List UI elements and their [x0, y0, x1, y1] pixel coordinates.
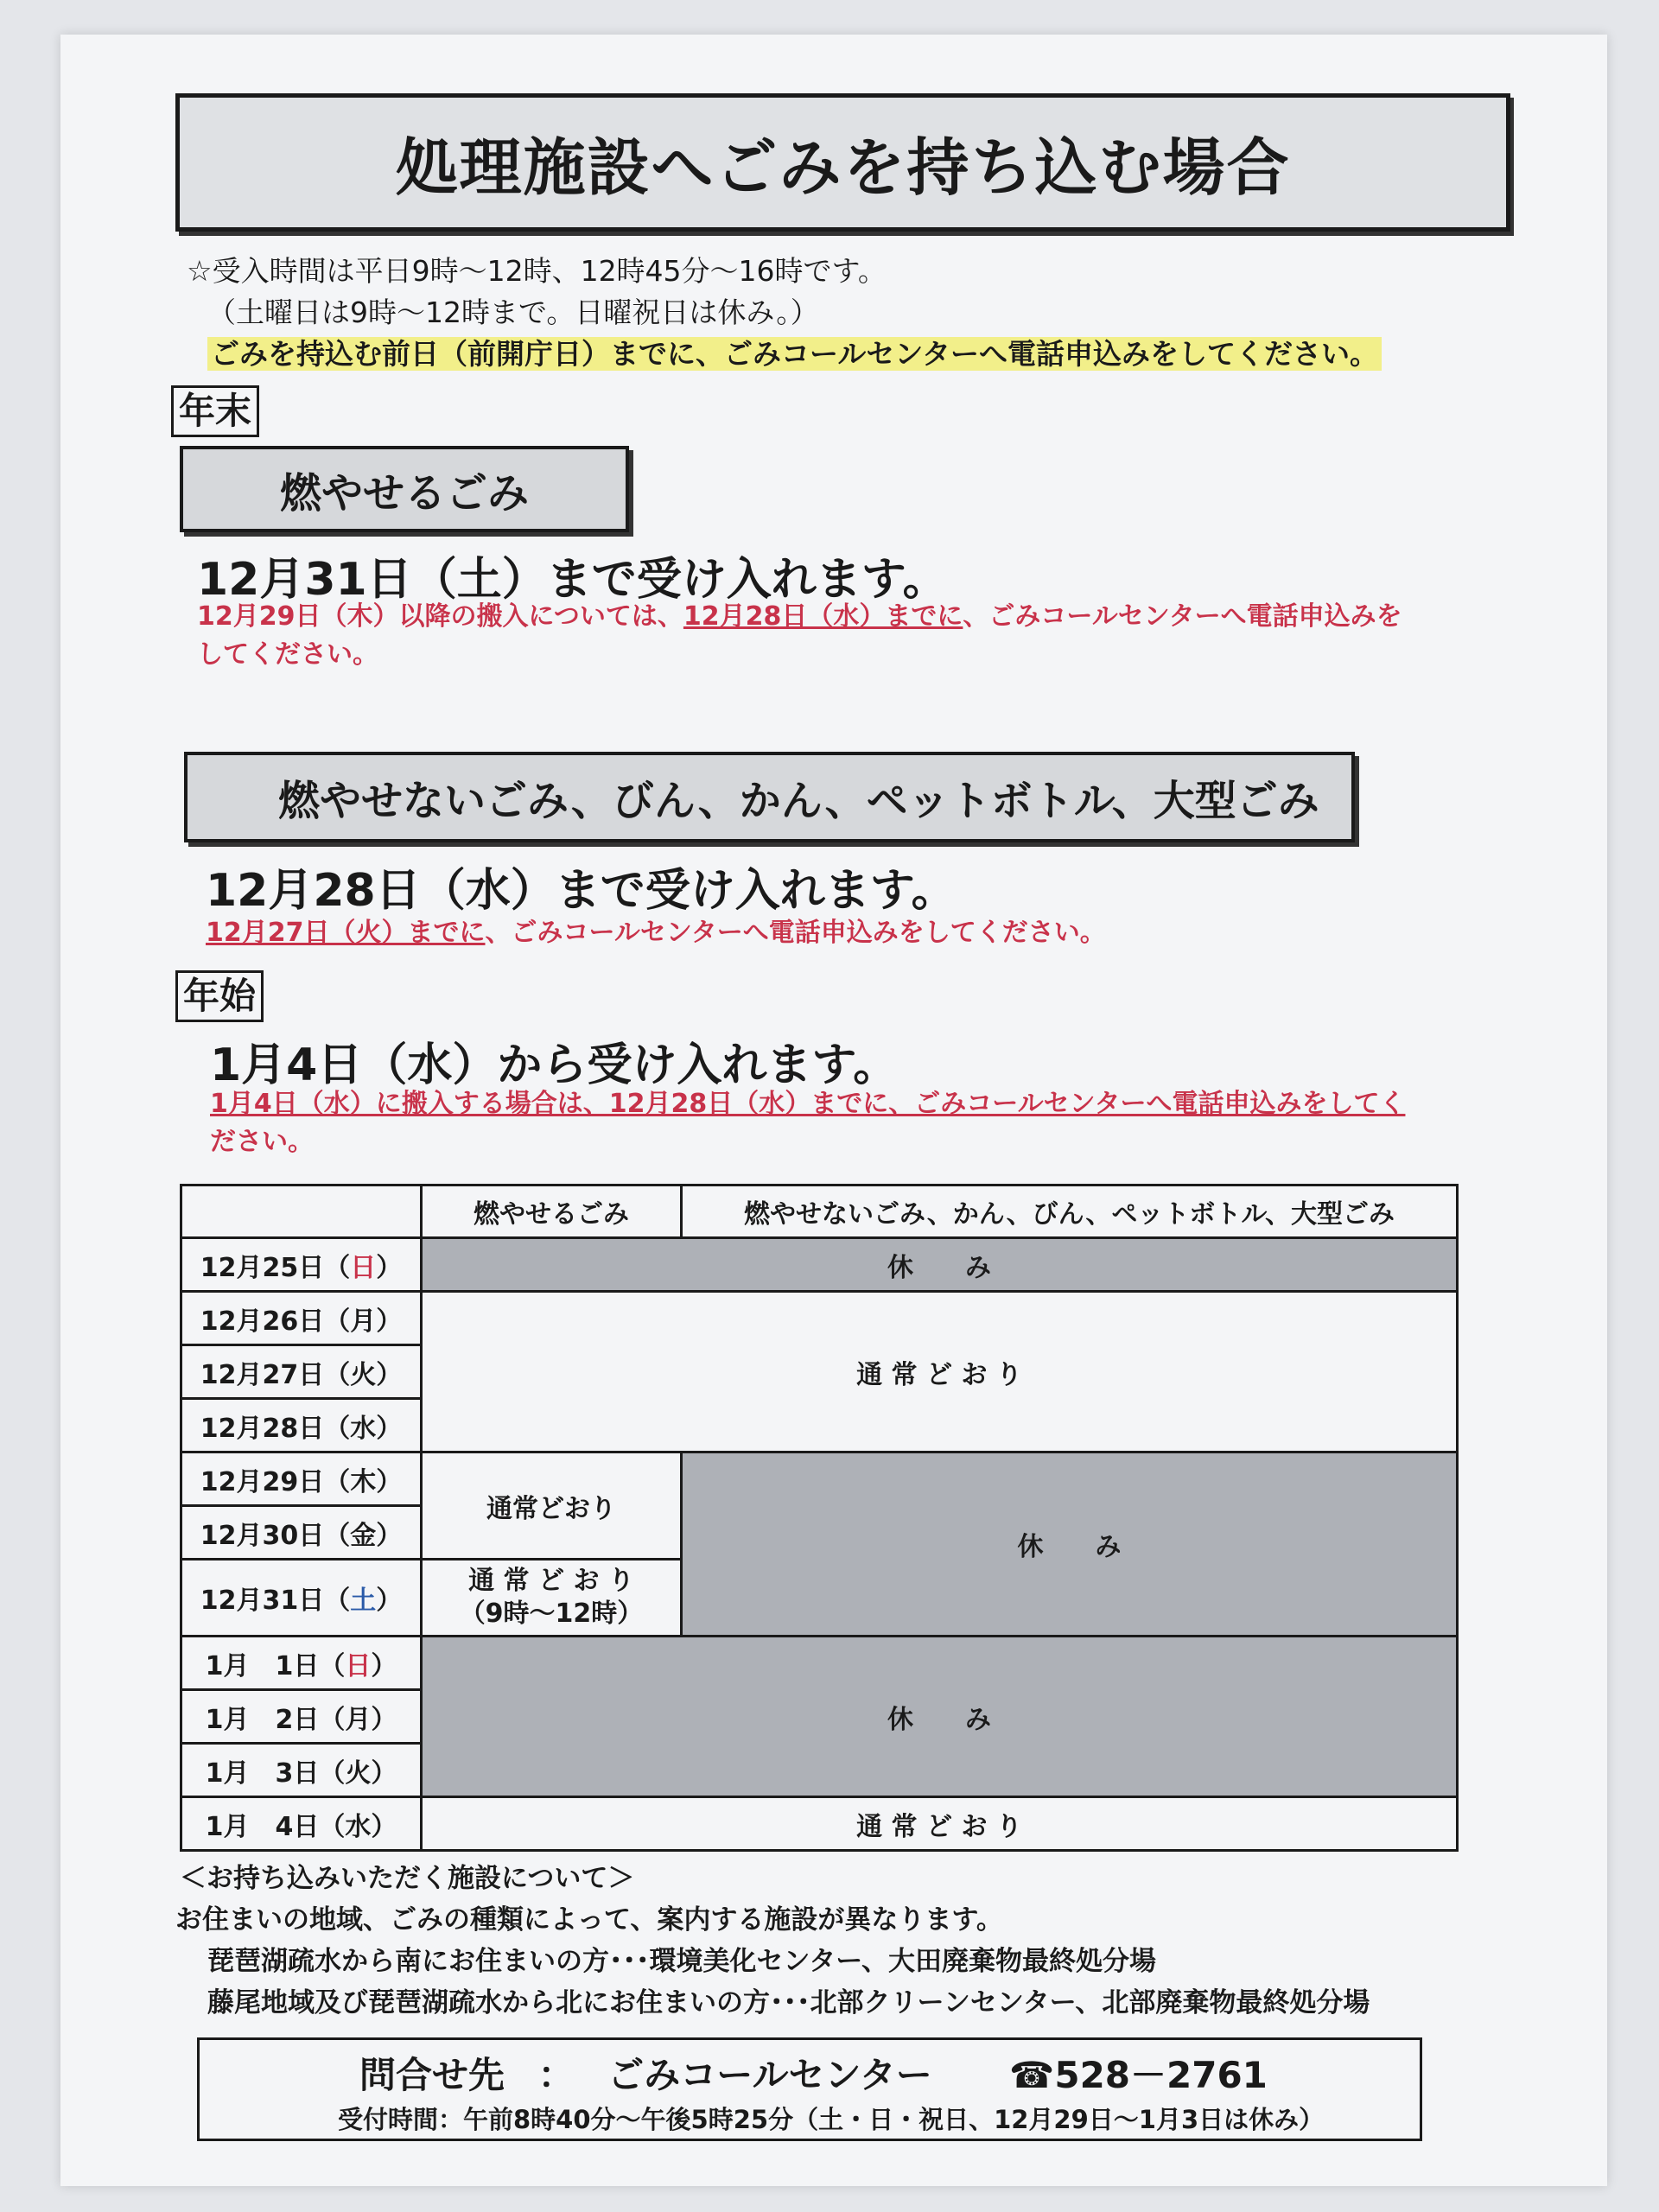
telephone-icon: ☎ [1009, 2054, 1055, 2096]
table-row [181, 1637, 1458, 1690]
date-cell: 1月 1日（日） [181, 1637, 422, 1690]
contact-line: 問合せ先 ： ごみコールセンター ☎528－2761 [359, 2054, 1268, 2096]
page-title: 処理施設へごみを持ち込む場合 [395, 131, 1291, 204]
date-cell: 12月27日（火） [181, 1345, 422, 1399]
intro-line-weekend: （土曜日は9時～12時まで。日曜祝日は休み。） [207, 296, 819, 329]
burnable-normal-cell: 通常どおり [422, 1452, 682, 1560]
date-cell: 12月29日（木） [181, 1452, 422, 1506]
burnable-short-hours-cell: 通 常 ど お り （9時～12時） [422, 1560, 682, 1637]
table-header-row [181, 1185, 1458, 1238]
date-cell: 12月25日（日） [181, 1238, 422, 1292]
date-cell: 1月 2日（月） [181, 1690, 422, 1744]
intro-line-apply [207, 332, 1382, 372]
burnable-heading-box [180, 446, 629, 532]
normal-cell: 通 常 ど お り [422, 1797, 1458, 1851]
facilities-heading: ＜お持ち込みいただく施設について＞ [180, 1863, 635, 1894]
header-other: 燃やせないごみ、かん、びん、ペットボトル、大型ごみ [682, 1185, 1458, 1238]
table-row [181, 1452, 1458, 1506]
closed-cell: 休 み [422, 1637, 1458, 1797]
date-cell: 12月31日（土） [181, 1560, 422, 1637]
schedule-table [180, 1184, 1459, 1852]
burnable-accept: 12月31日（土）まで受け入れます。 [197, 554, 948, 606]
new-year-note: 1月4日（水）に搬入する場合は、12月28日（水）までに、ごみコールセンターへ電話申込みをしてく ださい。 [210, 1089, 1406, 1157]
contact-name: ごみコールセンター [607, 2054, 932, 2096]
header-burnable: 燃やせるごみ [422, 1185, 682, 1238]
date-cell: 1月 3日（火） [181, 1744, 422, 1797]
contact-box [197, 2037, 1422, 2141]
facilities-line-2: 琵琶湖疏水から南にお住まいの方･･･環境美化センター、大田廃棄物最終処分場 [207, 1946, 1157, 1977]
facilities-line-1: お住まいの地域、ごみの種類によって、案内する施設が異なります。 [175, 1904, 1003, 1936]
burnable-note: 12月29日（木）以降の搬入については、12月28日（水）までに、ごみコールセンターへ電話申込みを してください。 [197, 601, 1402, 670]
normal-cell: 通 常 ど お り [422, 1292, 1458, 1452]
table-row [181, 1292, 1458, 1345]
year-end-tag: 年末 [171, 385, 259, 437]
other-closed-cell: 休 み [682, 1452, 1458, 1637]
contact-label: 問合せ先 [359, 2054, 505, 2096]
header-blank [181, 1185, 422, 1238]
contact-hours: 受付時間：午前8時40分～午後5時25分（土・日・祝日、12月29日～1月3日は休み） [338, 2105, 1325, 2134]
date-cell: 1月 4日（水） [181, 1797, 422, 1851]
page-title-box [175, 93, 1510, 232]
date-cell: 12月30日（金） [181, 1506, 422, 1560]
apply-highlight: ごみを持込む前日（前開庁日）までに、ごみコールセンターへ電話申込みをしてください。 [207, 337, 1382, 371]
nonburnable-note: 12月27日（火）までに、ごみコールセンターへ電話申込みをしてください。 [206, 918, 1106, 948]
contact-phone: 528－2761 [1054, 2054, 1268, 2096]
intro-line-hours: ☆受入時間は平日9時～12時、12時45分～16時です。 [187, 254, 887, 288]
closed-cell: 休 み [422, 1238, 1458, 1292]
table-row [181, 1797, 1458, 1851]
date-cell: 12月26日（月） [181, 1292, 422, 1345]
nonburnable-accept: 12月28日（水）まで受け入れます。 [206, 865, 957, 917]
facilities-line-3: 藤尾地域及び琵琶湖疏水から北にお住まいの方･･･北部クリーンセンター、北部廃棄物最終処分場 [207, 1987, 1370, 2018]
new-year-accept: 1月4日（水）から受け入れます。 [210, 1039, 899, 1091]
date-cell: 12月28日（水） [181, 1399, 422, 1452]
nonburnable-heading: 燃やせないごみ、びん、かん、ペットボトル、大型ごみ [278, 777, 1319, 825]
new-year-tag: 年始 [175, 970, 264, 1022]
nonburnable-heading-box [184, 752, 1355, 842]
table-row [181, 1238, 1458, 1292]
burnable-heading: 燃やせるごみ [280, 468, 530, 518]
